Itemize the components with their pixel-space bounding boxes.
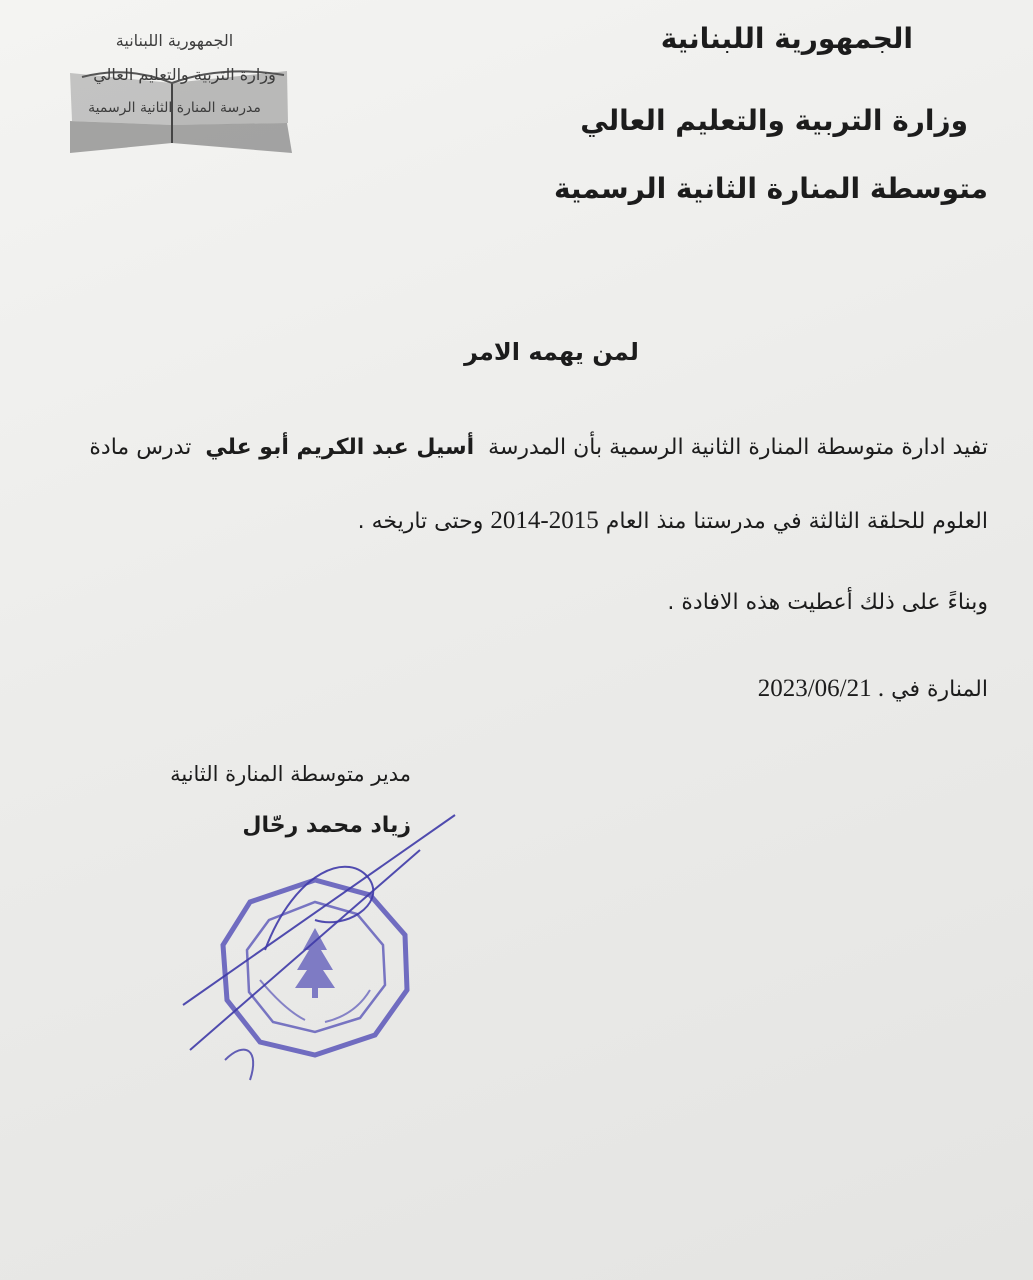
academic-year: 2014-2015	[490, 507, 599, 534]
header-ministry: وزارة التربية والتعليم العالي	[580, 104, 968, 137]
logo-line-2: وزارة التربية والتعليم العالي	[93, 65, 276, 84]
paragraph-2: وبناءً على ذلك أعطيت هذه الافادة .	[667, 590, 988, 615]
p1-line2-start: العلوم للحلقة الثالثة في مدرستنا منذ العام	[605, 509, 988, 534]
letter-title: لمن يهمه الامر	[464, 338, 639, 366]
cedar-icon	[295, 928, 335, 998]
official-stamp	[165, 810, 465, 1110]
teacher-name: أسيل عبد الكريم أبو علي	[205, 435, 475, 460]
paragraph-1-line-2	[28, 506, 988, 536]
date-prefix: المنارة في	[891, 677, 988, 702]
p1-line2-end: وحتى تاريخه .	[357, 509, 484, 534]
school-logo	[52, 25, 297, 155]
p1-text-start: تفيد ادارة متوسطة المنارة الثانية الرسمية بأن المدرسة	[488, 435, 988, 460]
p1-text-end: تدرس مادة	[89, 435, 192, 460]
paragraph-1-line-1	[28, 435, 988, 461]
date-value: 2023/06/21 .	[757, 675, 885, 702]
signatory-name: زياد محمد رحّال	[242, 813, 411, 838]
date-line	[28, 674, 988, 704]
header-school: متوسطة المنارة الثانية الرسمية	[553, 172, 988, 205]
logo-line-1: الجمهورية اللبنانية	[115, 31, 234, 50]
signatory-role: مدير متوسطة المنارة الثانية	[170, 762, 411, 786]
header-republic: الجمهورية اللبنانية	[660, 22, 913, 55]
logo-line-3: مدرسة المنارة الثانية الرسمية	[88, 100, 261, 116]
